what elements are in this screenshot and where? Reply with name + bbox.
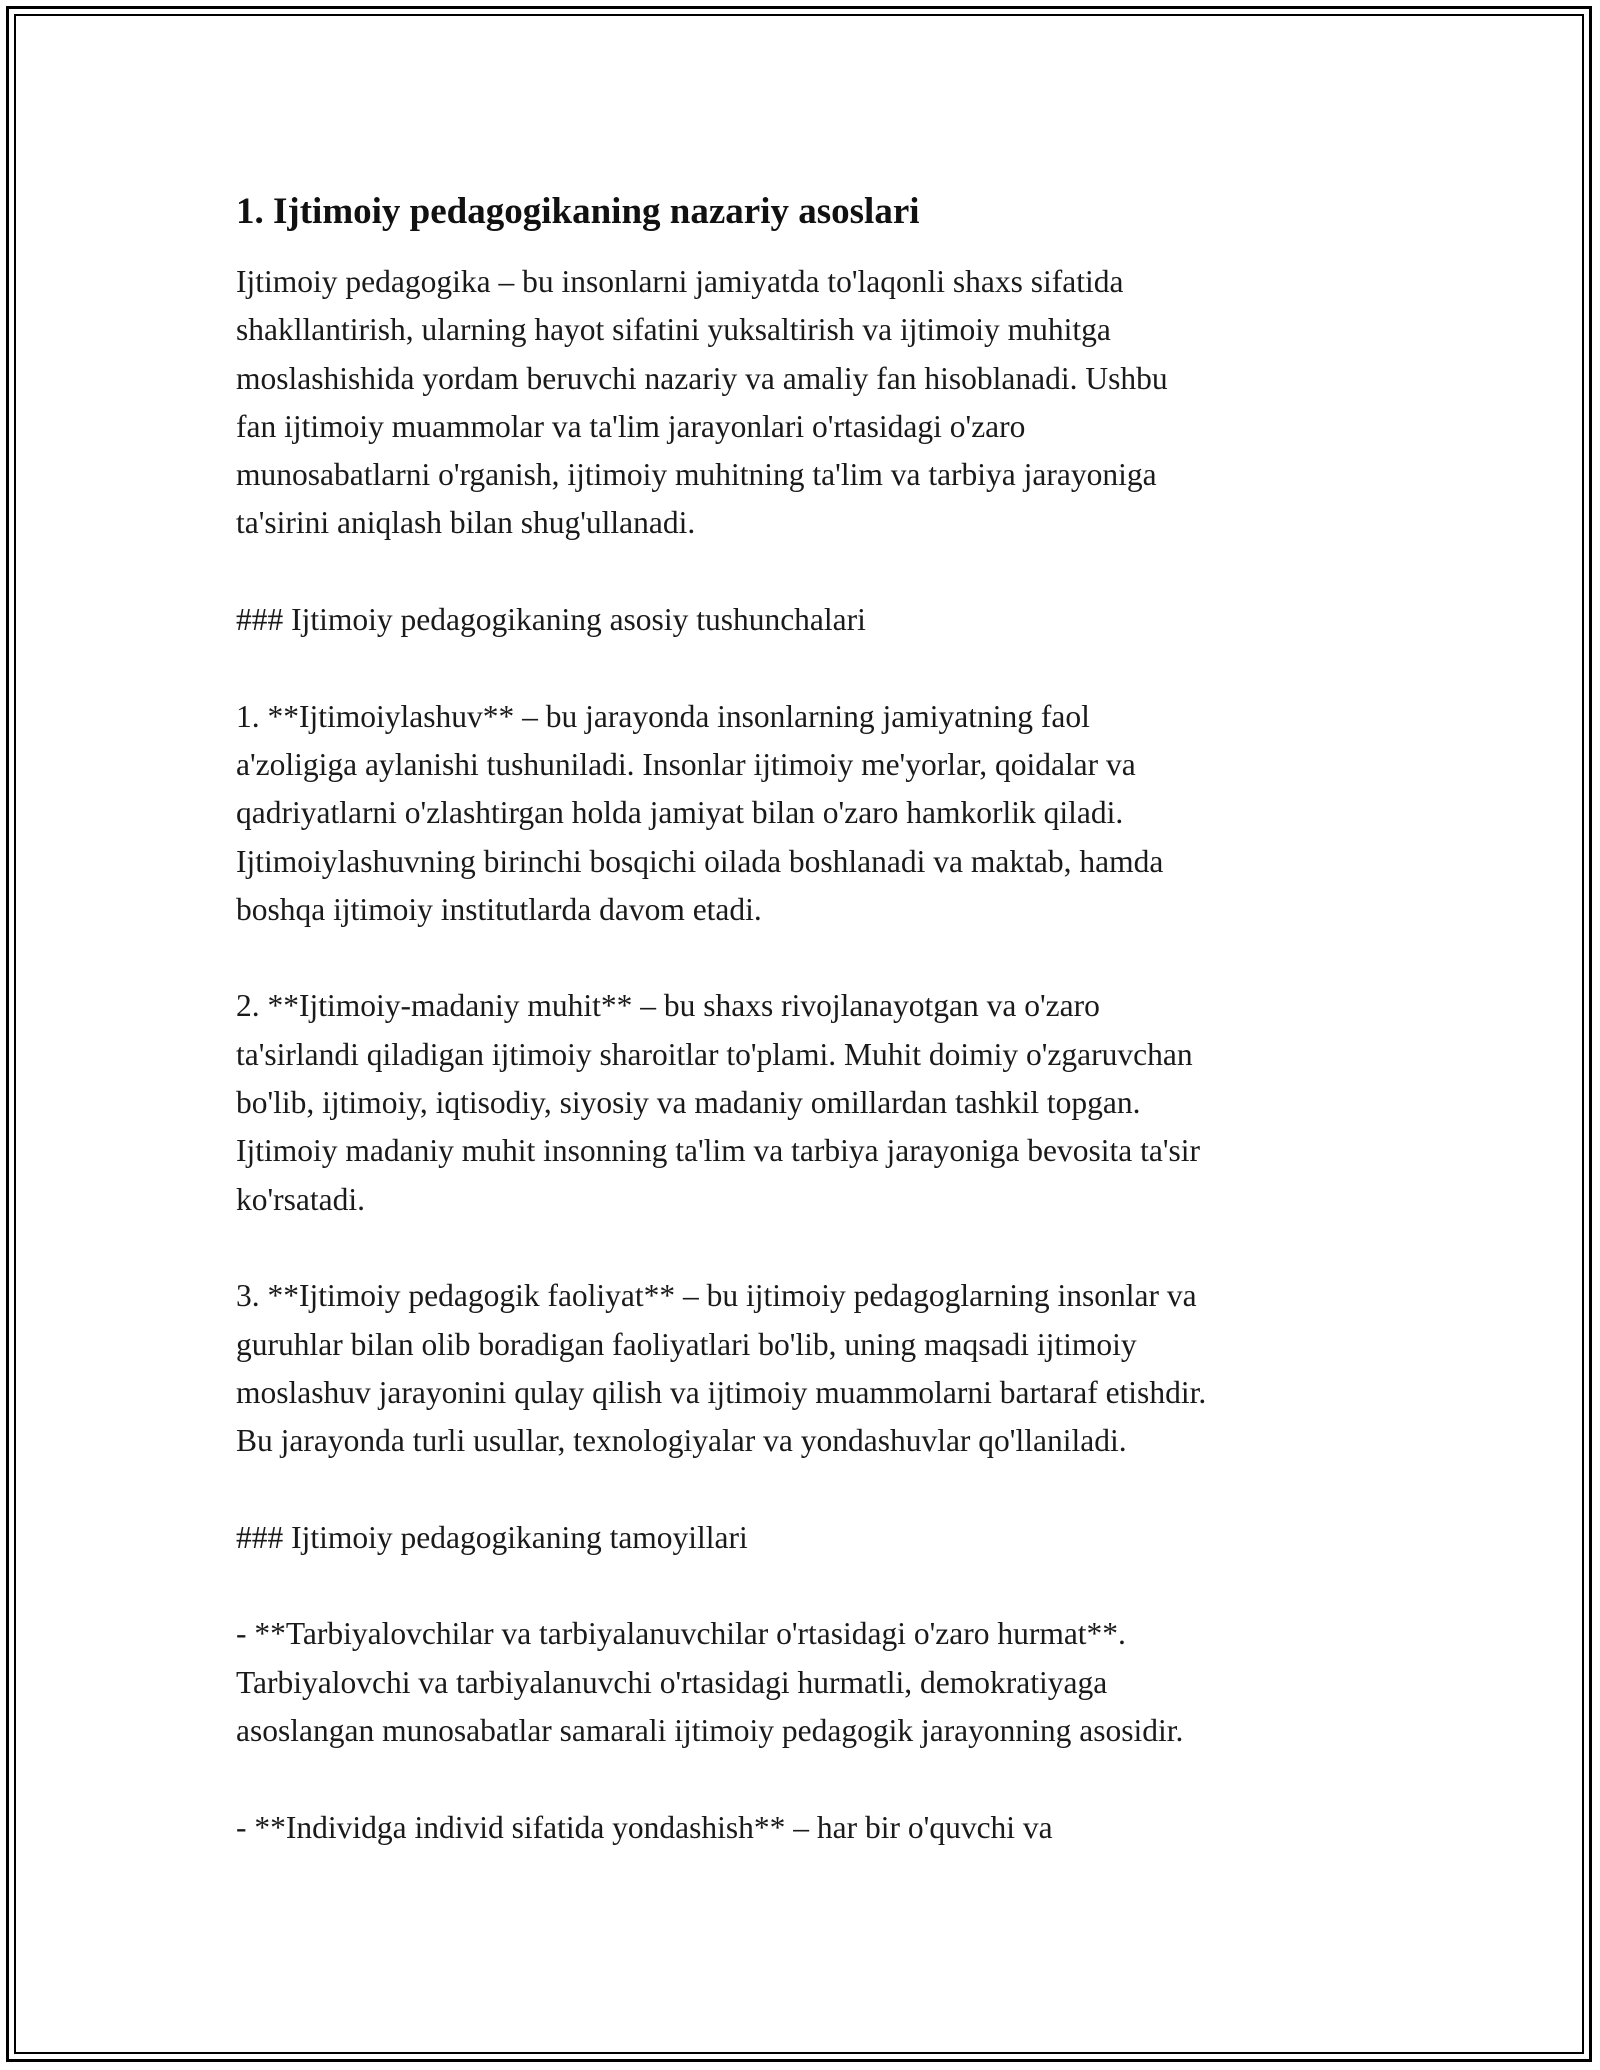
section-heading-principles: ### Ijtimoiy pedagogikaning tamoyillari — [236, 1519, 748, 1555]
intro-paragraph: Ijtimoiy pedagogika – bu insonlarni jamiyatda to'laqonli shaxs sifatida shakllantirish, ularning hayot sifatini yuksaltirish va ijtimoiy muhitga moslashishida yordam beruvchi nazariy va amaliy fan hisoblanadi. Ushbu fan ijtimoiy muammolar va ta'lim jarayonlari o'rtasidagi o'zaro munosabatlarni o'rganish, ijtimoiy muhitning ta'lim va tarbiya jarayoniga ta'sirini aniqlash bilan shug'ullanadi. — [236, 264, 1168, 541]
section-heading-concepts: ### Ijtimoiy pedagogikaning asosiy tushunchalari — [236, 602, 866, 638]
page-title: 1. Ijtimoiy pedagogikaning nazariy asoslari — [236, 191, 920, 232]
concept-socialization: 1. **Ijtimoiylashuv** – bu jarayonda insonlarning jamiyatning faol a'zoligiga aylanishi tushuniladi. Insonlar ijtimoiy me'yorlar, qoidalar va qadriyatlarni o'zlashtirgan holda jamiyat bilan o'zaro hamkorlik qiladi. Ijtimoiylashuvning birinchi bosqichi oilada boshlanadi va maktab, hamda boshqa ijtimoiy institutlarda davom etadi. — [236, 698, 1164, 927]
concept-sociocultural-environment: 2. **Ijtimoiy-madaniy muhit** – bu shaxs rivojlanayotgan va o'zaro ta'sirlandi qiladigan ijtimoiy sharoitlar to'plami. Muhit doimiy o'zgaruvchan bo'lib, ijtimoiy, iqtisodiy, siyosiy va madaniy omillardan tashkil topgan. Ijtimoiy madaniy muhit insonning ta'lim va tarbiya jarayoniga bevosita ta'sir ko'rsatadi. — [236, 988, 1201, 1217]
concept-social-pedagogical-activity: 3. **Ijtimoiy pedagogik faoliyat** – bu ijtimoiy pedagoglarning insonlar va guruhlar bilan olib boradigan faoliyatlari bo'lib, uning maqsadi ijtimoiy moslashuv jarayonini qulay qilish va ijtimoiy muammolarni bartaraf etishdir. Bu jarayonda turli usullar, texnologiyalar va yondashuvlar qo'llaniladi. — [236, 1278, 1207, 1459]
principle-individual-approach: - **Individga individ sifatida yondashish** – har bir o'quvchi va — [236, 1809, 1053, 1845]
principle-mutual-respect: - **Tarbiyalovchilar va tarbiyalanuvchilar o'rtasidagi o'zaro hurmat**. Tarbiyalovchi va tarbiyalanuvchi o'rtasidagi hurmatli, demokratiyaga asoslangan munosabatlar samarali ijtimoiy pedagogik jarayonning asosidir. — [236, 1616, 1184, 1748]
document-body — [236, 188, 1386, 1852]
